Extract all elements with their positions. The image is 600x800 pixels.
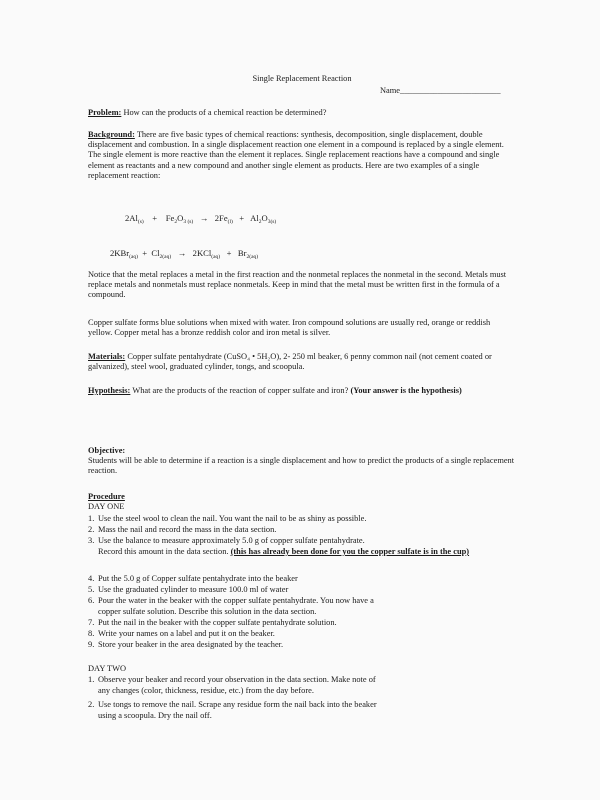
materials-label: Materials:	[88, 352, 126, 361]
list-item: 6. Pour the water in the beaker with the copper sulfate pentahydrate. You now have a	[88, 596, 374, 605]
list-item: 5. Use the graduated cylinder to measure 100.0 ml of water	[88, 585, 289, 594]
objective-text: Students will be able to determine if a reaction is a single displacement and how to predict the products of a single replacement reaction.	[88, 456, 515, 476]
list-item: 4. Put the 5.0 g of Copper sulfate pentahydrate into the beaker	[88, 574, 298, 583]
list-item: 9. Store your beaker in the area designated by the teacher.	[88, 640, 284, 649]
list-item: 7. Put the nail in the beaker with the copper sulfate pentahydrate solution.	[88, 618, 337, 627]
materials-text: Copper sulfate pentahydrate (CuSO₄ • 5H₂O), 2- 250 ml beaker, 6 penny common nail (not cement coated or galvanized), steel wool, graduated cylinder, tongs, and scoopula.	[88, 352, 492, 372]
objective-section	[88, 446, 516, 477]
hypothesis-section	[88, 386, 516, 396]
list-item: 3. Use the balance to measure approximately 5.0 g of copper sulfate pentahydrate.	[88, 536, 365, 545]
list-item: 2. Use tongs to remove the nail. Scrape any residue form the nail back into the beaker	[88, 700, 377, 709]
list-item-continuation: any changes (color, thickness, residue, etc.) from the day before.	[98, 686, 314, 695]
page-title: Single Replacement Reaction	[252, 74, 352, 83]
day-one-heading: DAY ONE	[88, 502, 125, 511]
day-two-heading: DAY TWO	[88, 664, 127, 673]
hypothesis-label: Hypothesis:	[88, 386, 131, 395]
procedure-label: Procedure	[88, 492, 125, 501]
list-item: 1. Use the steel wool to clean the nail. You want the nail to be as shiny as possible.	[88, 514, 367, 523]
name-blank: ________________________	[400, 86, 501, 95]
hypothesis-bold: (Your answer is the hypothesis)	[350, 386, 462, 395]
problem-label: Problem:	[88, 108, 122, 117]
name-line	[380, 86, 520, 96]
copper-paragraph: Copper sulfate forms blue solutions when mixed with water. Iron compound solutions are usually red, orange or reddish yellow. Copper metal has a bronze reddish color and iron metal is silver.	[88, 318, 491, 338]
list-item: 8. Write your names on a label and put it on the beaker.	[88, 629, 275, 638]
background-label: Background:	[88, 130, 135, 139]
background-section	[88, 130, 516, 181]
materials-section	[88, 352, 516, 372]
problem-section	[88, 108, 516, 118]
list-item-continuation: copper sulfate solution. Describe this solution in the data section.	[98, 607, 317, 616]
list-item-continuation: using a scoopula. Dry the nail off.	[98, 711, 212, 720]
notice-paragraph: Notice that the metal replaces a metal in the first reaction and the nonmetal replaces the nonmetal in the second. Metals must replace metals and nonmetals must replace nonmetals. Keep in mind that the metal must be written first in the formula of a compound.	[88, 270, 507, 300]
list-item-continuation: Record this amount in the data section. (this has already been done for you the copper sulfate is in the cup)	[98, 547, 470, 556]
name-label: Name	[380, 86, 400, 95]
list-item: 1. Observe your beaker and record your observation in the data section. Make note of	[88, 675, 376, 684]
equation-2: $2KBr_{(aq)} + Cl_{2(aq)}$ → 2KCl$_{(aq)}$ + $Br_{2(aq)}$	[110, 248, 259, 260]
list-item: 2. Mass the nail and record the mass in the data section.	[88, 525, 277, 534]
hypothesis-text: What are the products of the reaction of copper sulfate and iron?	[132, 386, 349, 395]
problem-text: How can the products of a chemical reaction be determined?	[123, 108, 327, 117]
equation-1: $2Al_{(s)}$ + $Fe_2O_{3 (s)}$ → $2Fe_{(l)}$ + $Al_2O_{3(s)}$	[125, 213, 277, 225]
background-text: There are five basic types of chemical reactions: synthesis, decomposition, single displacement, double displacement and combustion. In a single displacement reaction one element in a compound is replaced by a single element. The single element is more reactive than the element it replaces. Single replacement reactions have a compound and single element as reactants and a new compound and another single element as products. Here are two examples of a single replacement reaction:	[88, 130, 504, 180]
objective-label: Objective:	[88, 446, 126, 455]
